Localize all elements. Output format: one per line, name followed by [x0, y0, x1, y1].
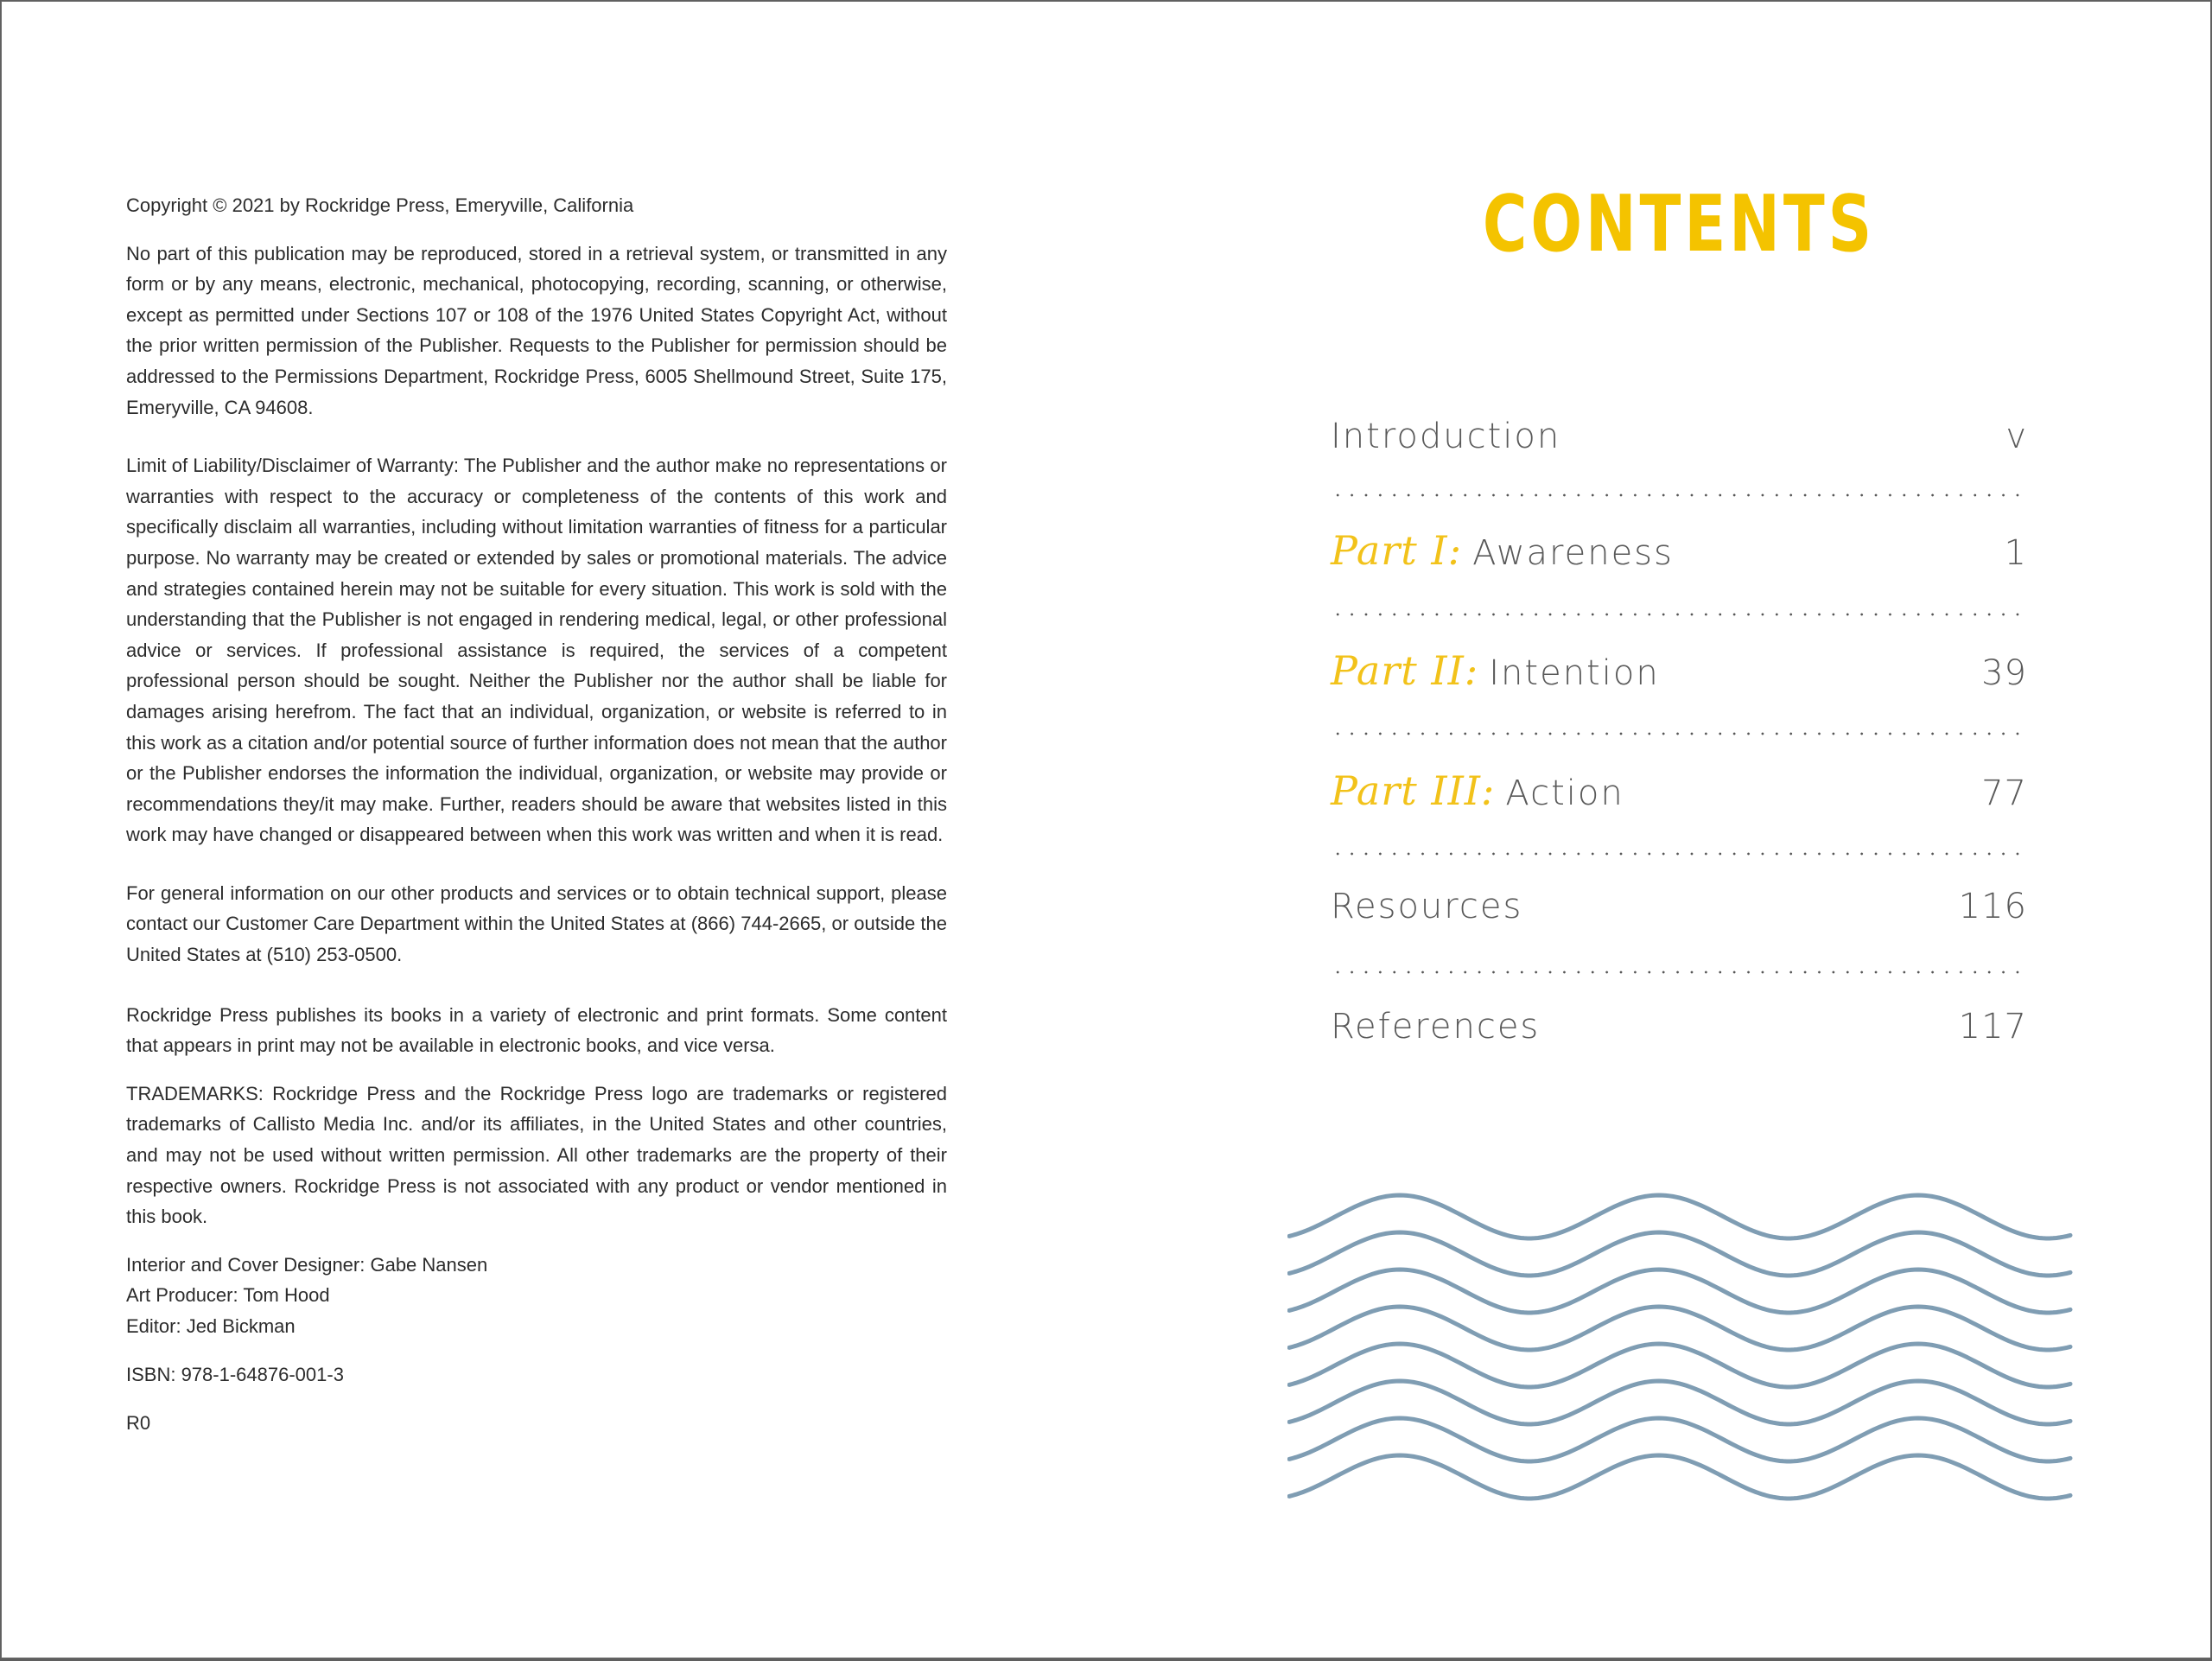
toc-page-number: 39 [1981, 653, 2027, 693]
toc-label: Introduction [1331, 417, 1561, 456]
toc-page-number: 1 [2004, 533, 2027, 573]
toc-entry-part-3[interactable] [1331, 767, 2027, 828]
isbn: ISBN: 978-1-64876-001-3 [126, 1363, 344, 1385]
toc-entry-part-1[interactable] [1331, 527, 2027, 588]
contents-title: CONTENTS [1482, 179, 1876, 270]
toc-entry-resources[interactable] [1331, 887, 2027, 947]
dotted-divider [1331, 852, 2027, 856]
copyright-line: Copyright © 2021 by Rockridge Press, Emeryville, California [126, 194, 634, 216]
support-info: For general information on our other products and services or to obtain technical support, please contact our Customer Care Department within the United States at (866) 744-2665, or outside the United States at (510) 253-0500. [126, 881, 947, 966]
dotted-divider [1331, 493, 2027, 497]
toc-page-number: 77 [1981, 773, 2027, 813]
toc-page-number: 116 [1958, 887, 2027, 926]
toc-label: References [1331, 1007, 1541, 1047]
toc-page-number: 117 [1958, 1007, 2027, 1047]
reproduction-notice: No part of this publication may be reproduced, stored in a retrieval system, or transmitted in any form or by any means, electronic, mechanical, photocopying, recording, scanning, or otherwise, except as permitted under Sections 107 or 108 of the 1976 United States Copyright Act, without the prior written permission of the Publisher. Requests to the Publisher for permission should be addressed to the Permissions Department, Rockridge Press, 6005 Shellmound Street, Suite 175, Emeryville, CA 94608. [126, 242, 947, 418]
formats-note: Rockridge Press publishes its books in a variety of electronic and print formats. Some content that appears in print may not be available in electronic books, and vice versa. [126, 1003, 947, 1057]
art-producer-credit: Art Producer: Tom Hood [126, 1284, 330, 1307]
wave-line [1289, 1455, 2070, 1499]
toc-page-number: v [2005, 417, 2027, 456]
dotted-divider [1331, 971, 2027, 974]
disclaimer: Limit of Liability/Disclaimer of Warranty: The Publisher and the author make no representations or warranties with respect to the accuracy or completeness of the contents of this work and specifically disclaim all warranties, including without limitation warranties of fitness for a particular purpose. No warranty may be created or extended by sales or promotional materials. The advice and strategies contained herein may not be suitable for every situation. This work is sold with the understanding that the Publisher is not engaged in rendering medical, legal, or other professional advice or services. If professional assistance is required, the services of a competent professional person should be sought. Neither the Publisher nor the author shall be liable for damages arising herefrom. The fact that an individual, organization, or website is referred to in this work as a citation and/or potential source of further information does not mean that the author or the Publisher endorses the information the individual, organization, or website may provide or recommendations they/it may make. Further, readers should be aware that websites listed in this work may have changed or disappeared between when this work was written and when it is read. [126, 455, 947, 846]
toc-label: Action [1505, 773, 1624, 813]
toc-part-label: Part III: [1331, 767, 1496, 814]
toc-entry-introduction[interactable] [1331, 417, 2027, 477]
toc-label: Resources [1331, 887, 1523, 926]
toc-part-label: Part II: [1331, 647, 1479, 694]
designer-credit: Interior and Cover Designer: Gabe Nansen [126, 1253, 488, 1276]
book-spread [1, 1, 2211, 1658]
trademarks: TRADEMARKS: Rockridge Press and the Rockridge Press logo are trademarks or registered trademarks of Callisto Media Inc. and/or its affiliates, in the United States and other countries, and may not be used without written permission. All other trademarks are the property of their respective owners. Rockridge Press is not associated with any product or vendor mentioned in this book. [126, 1082, 947, 1228]
dotted-divider [1331, 613, 2027, 616]
wave-illustration [1287, 1170, 2074, 1533]
print-code: R0 [126, 1412, 151, 1435]
toc-entry-references[interactable] [1331, 1007, 2027, 1067]
toc-part-label: Part I: [1331, 527, 1463, 574]
toc-label: Awareness [1472, 533, 1674, 573]
dotted-divider [1331, 732, 2027, 735]
toc-label: Intention [1489, 653, 1660, 693]
toc-entry-part-2[interactable] [1331, 647, 2027, 708]
editor-credit: Editor: Jed Bickman [126, 1315, 296, 1337]
copyright-page [126, 190, 947, 1439]
